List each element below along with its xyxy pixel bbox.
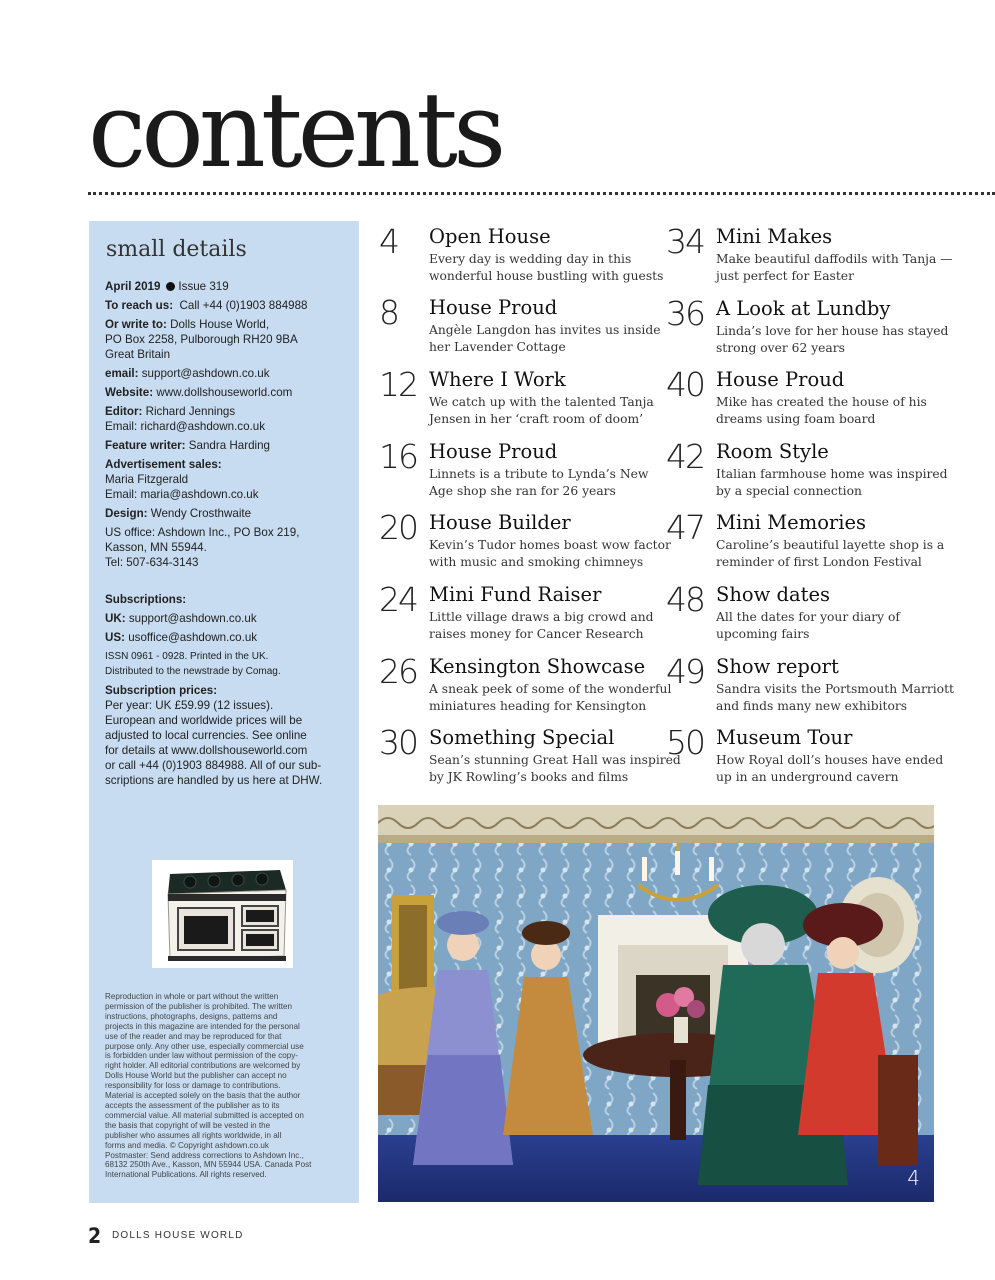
legal-line: is forbidden under law without permission of the copy- <box>105 1051 299 1061</box>
ads-name: Maria Fitzgerald <box>105 473 189 486</box>
prices-label: Subscription prices: <box>105 684 218 697</box>
entry-description: How Royal doll’s houses have ended up in an underground cavern <box>716 753 944 784</box>
subs-us-line: US: usoffice@ashdown.co.uk <box>105 631 258 644</box>
entry-description: Caroline’s beautiful layette shop is a reminder of first London Festival <box>716 538 945 569</box>
feature-photo[interactable] <box>378 805 934 1202</box>
entry-page-number: 48 <box>666 580 704 619</box>
entry-page-number: 24 <box>379 580 417 619</box>
entry-title: Room Style <box>716 440 829 463</box>
prices-line: or call +44 (0)1903 884988. All of our sub- <box>105 759 322 772</box>
support-email: support@ashdown.co.uk <box>141 367 270 380</box>
magazine-name: DOLLS HOUSE WORLD <box>112 1230 244 1241</box>
sidebar-details <box>105 279 351 788</box>
photo-page-reference: 4 <box>907 1166 920 1190</box>
us-office-phone: Tel: 507-634-3143 <box>105 556 199 569</box>
legal-line: use of the reader and may be reproduced for that <box>105 1031 282 1041</box>
entry-page-number: 42 <box>666 437 704 476</box>
email-line: email: support@ashdown.co.uk <box>105 367 270 380</box>
entry-description: Little village draws a big crowd and raises money for Cancer Research <box>429 610 654 641</box>
legal-line: 68132 250th Ave., Kasson, MN 55944 USA. Canada Post <box>105 1160 312 1170</box>
legal-line: commercial value. All material submitted is accepted on <box>105 1110 304 1120</box>
issue-line <box>105 279 351 294</box>
entry-title: Show dates <box>716 583 831 606</box>
entry-description: Every day is wedding day in this wonderful house bustling with guests <box>429 252 664 283</box>
entry-description: A sneak peek of some of the wonderful miniatures heading for Kensington <box>429 682 672 713</box>
sidebar-title: small details <box>106 237 247 262</box>
entry-page-number: 4 <box>379 222 398 261</box>
entry-title: Kensington Showcase <box>429 655 646 678</box>
legal-line: the basis that copyright of will be vested in the <box>105 1120 271 1130</box>
entry-description: Angèle Langdon has invites us inside her Lavender Cottage <box>429 323 661 354</box>
small-details-sidebar <box>89 221 359 1203</box>
ads-email-line: Email: maria@ashdown.co.uk <box>105 488 259 501</box>
entry-description: We catch up with the talented Tanja Jensen in her ‘craft room of doom’ <box>429 395 654 426</box>
entry-title: House Builder <box>429 511 571 534</box>
editor-email-line: Email: richard@ashdown.co.uk <box>105 420 266 433</box>
entry-page-number: 26 <box>379 652 417 691</box>
legal-line: right holder. All editorial contributions are welcomed by <box>105 1061 301 1071</box>
legal-line: permission of the publisher is prohibited. The written <box>105 1001 293 1011</box>
design-line: Design: Wendy Crosthwaite <box>105 507 252 520</box>
entry-description: Kevin’s Tudor homes boast wow factor with music and smoking chimneys <box>429 538 671 569</box>
entry-title: Where I Work <box>429 368 566 391</box>
us-office-line: US office: Ashdown Inc., PO Box 219, <box>105 526 300 539</box>
legal-line: forms and media. © Copyright ashdown.co.uk <box>105 1140 269 1150</box>
entry-title: House Proud <box>429 296 558 319</box>
prices-line: European and worldwide prices will be <box>105 714 303 727</box>
legal-line: responsibility for loss or damage to contributions. <box>105 1081 281 1091</box>
entry-title: House Proud <box>429 440 558 463</box>
entry-title: Show report <box>716 655 839 678</box>
entry-description: Italian farmhouse home was inspired by a special connection <box>716 467 948 498</box>
stove-photo <box>152 860 293 968</box>
entry-title: Mini Fund Raiser <box>429 583 602 606</box>
entry-title: Museum Tour <box>716 726 853 749</box>
legal-line: instructions, photographs, designs, patterns and <box>105 1011 278 1021</box>
entry-page-number: 36 <box>666 294 704 333</box>
bullet-icon <box>166 282 175 291</box>
entry-title: Something Special <box>429 726 615 749</box>
subs-uk-line: UK: support@ashdown.co.uk <box>105 612 257 625</box>
entry-description: Linda’s love for her house has stayed strong over 62 years <box>716 324 949 355</box>
entry-page-number: 47 <box>666 508 704 547</box>
distribution-line: Distributed to the newstrade by Comag. <box>105 666 281 677</box>
entry-title: Open House <box>429 225 551 248</box>
legal-line: purpose only. Any other use, especially commercial use <box>105 1041 304 1051</box>
entry-page-number: 50 <box>666 723 704 762</box>
entry-title: House Proud <box>716 368 845 391</box>
legal-notice <box>105 992 341 1180</box>
dotted-divider <box>88 192 995 195</box>
ads-label: Advertisement sales: <box>105 458 222 471</box>
page-number: 2 <box>88 1224 102 1248</box>
write-line: Or write to: Dolls House World, <box>105 318 270 331</box>
entry-description: All the dates for your diary of upcoming fairs <box>716 610 900 641</box>
legal-line: projects in this magazine are intended for the personal <box>105 1021 300 1031</box>
editor-line: Editor: Richard Jennings <box>105 405 236 418</box>
prices-line: scriptions are handled by us here at DHW. <box>105 774 323 787</box>
entry-page-number: 34 <box>666 222 704 261</box>
address-country: Great Britain <box>105 348 171 361</box>
entry-page-number: 12 <box>379 365 417 404</box>
issue-number: Issue 319 <box>178 280 229 293</box>
legal-line: Reproduction in whole or part without the written <box>105 992 279 1001</box>
entry-description: Linnets is a tribute to Lynda’s New Age shop she ran for 26 years <box>429 467 649 498</box>
legal-line: Dolls House World but the publisher can accept no <box>105 1071 287 1081</box>
prices-line: for details at www.dollshouseworld.com <box>105 744 308 757</box>
dollhouse-parlour-illustration <box>378 805 934 1202</box>
feature-line: Feature writer: Sandra Harding <box>105 439 270 452</box>
issn-line: ISSN 0961 - 0928. Printed in the UK. <box>105 651 269 662</box>
entry-description: Sean’s stunning Great Hall was inspired by JK Rowling’s books and films <box>429 753 681 784</box>
page-title: contents <box>88 69 502 191</box>
legal-line: Material is accepted solely on the basis that the author <box>105 1091 301 1101</box>
entry-page-number: 20 <box>379 508 417 547</box>
prices-line: adjusted to local currencies. See online <box>105 729 307 742</box>
entry-title: Mini Memories <box>716 511 867 534</box>
website-link: www.dollshouseworld.com <box>156 386 293 399</box>
legal-line: accepts the assessment of the publisher as to its <box>105 1100 280 1110</box>
address-line: PO Box 2258, Pulborough RH20 9BA <box>105 333 298 346</box>
entry-page-number: 8 <box>379 293 398 332</box>
reach-line: To reach us: Call +44 (0)1903 884988 <box>105 299 308 312</box>
entry-title: A Look at Lundby <box>716 297 891 320</box>
legal-line: International Publications. All rights reserved. <box>105 1170 267 1180</box>
entry-description: Mike has created the house of his dreams using foam board <box>716 395 927 426</box>
website-line: Website: www.dollshouseworld.com <box>105 386 293 399</box>
issue-date: April 2019 <box>105 280 161 293</box>
entry-title: Mini Makes <box>716 225 833 248</box>
us-office-city: Kasson, MN 55944. <box>105 541 207 554</box>
stove-illustration <box>152 860 293 968</box>
entry-page-number: 16 <box>379 437 417 476</box>
entry-description: Sandra visits the Portsmouth Marriott and finds many new exhibitors <box>716 682 954 713</box>
legal-line: Postmaster: Send address corrections to Ashdown Inc., <box>105 1150 304 1160</box>
entry-page-number: 49 <box>666 652 704 691</box>
entry-page-number: 40 <box>666 365 704 404</box>
entry-description: Make beautiful daffodils with Tanja — just perfect for Easter <box>716 252 953 283</box>
entry-page-number: 30 <box>379 723 417 762</box>
subs-label: Subscriptions: <box>105 593 187 606</box>
reach-phone: Call +44 (0)1903 884988 <box>179 299 308 312</box>
prices-line: Per year: UK £59.99 (12 issues). <box>105 699 274 712</box>
legal-line: publisher who assumes all rights worldwide, in all <box>105 1130 282 1140</box>
